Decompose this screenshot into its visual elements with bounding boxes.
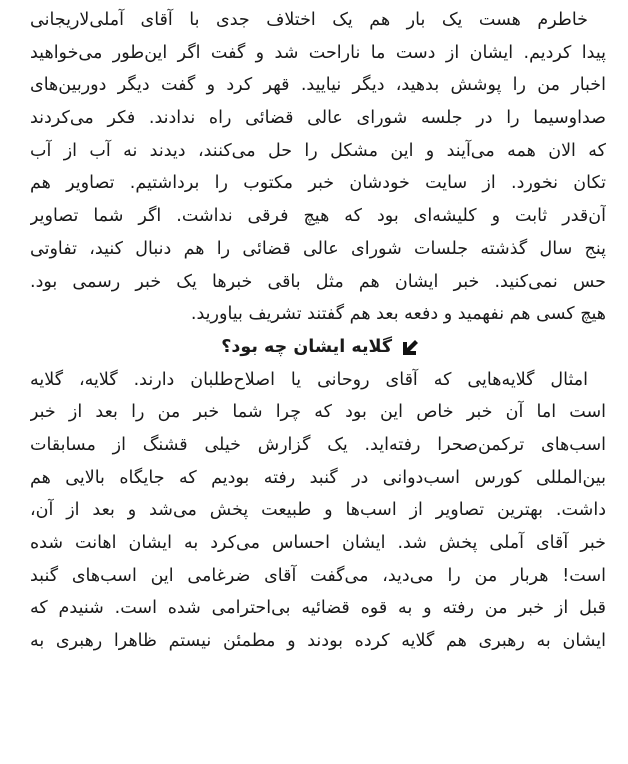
- arrow-down-left-icon: [400, 337, 420, 357]
- text-line: بین‌المللی کورس اسب‌دوانی در گنبد رفته بودیم که جایگاه بالایی هم: [30, 467, 606, 488]
- text-line: که الان همه می‌آیند و این مشکل را حل می‌کنند، دیدند نه آب از آب: [30, 140, 606, 161]
- text-line: قبل از خبر من رفته و به قوه قضائیه بی‌احترامی شده است. شنیدم که: [30, 598, 606, 619]
- article-text: [30, 4, 606, 658]
- paragraph-2: [30, 364, 606, 658]
- text-line: امثال گلایه‌هایی که آقای روحانی یا اصلاح‌طلبان دارند. گلایه، گلایه: [30, 369, 588, 390]
- text-line: پنج سال گذشته جلسات شورای عالی قضائی را هم دنبال کنید، تفاوتی: [30, 238, 606, 259]
- text-line: تکان نخورد. از سایت خودشان خبر مکتوب را برداشتیم. تصاویر هم: [30, 173, 606, 194]
- text-line: صداوسیما را در جلسه شورای عالی قضائی راه ندادند. فکر می‌کردند: [30, 108, 606, 129]
- text-line: است! هربار من را می‌دید، می‌گفت آقای ضرغامی این اسب‌های گنبد: [30, 565, 606, 586]
- text-line: ایشان به رهبری هم گلایه کرده بودند و مطمئن نیستم ظاهرا رهبری به: [30, 631, 606, 652]
- section-heading: [30, 331, 606, 364]
- text-line: حس نمی‌کنید. خبر ایشان هم مثل باقی خبرها یک خبر رسمی بود.: [30, 271, 606, 292]
- text-line: است اما آن خبر خاص این بود که چرا شما خبر من را بعد از خبر: [30, 402, 606, 423]
- text-line: آن‌قدر ثابت و کلیشه‌ای بود که هیچ فرقی نداشت. اگر شما تصاویر: [30, 206, 606, 227]
- text-line: هیچ کسی هم نفهمید و دفعه بعد هم گفتند تشریف بیاورید.: [190, 304, 606, 325]
- section-heading-text: گلایه ایشان چه بود؟: [221, 336, 392, 357]
- text-line: پیدا کردیم. ایشان از دست ما ناراحت شد و گفت اگر این‌طور می‌خواهید: [30, 42, 606, 63]
- text-line: خبر آقای آملی پخش شد. ایشان احساس می‌کرد به ایشان اهانت شده: [30, 533, 606, 553]
- paragraph-1: [30, 4, 606, 331]
- text-line: داشت. بهترین تصاویر از اسب‌ها و طبیعت پخش می‌شد و بعد از آن،: [30, 500, 606, 521]
- text-line: خاطرم هست یک بار هم یک اختلاف جدی با آقای آملی‌لاریجانی: [30, 10, 588, 30]
- text-line: اخبار من را پوشش بدهید، دیگر نیایید. قهر کرد و گفت دیگر دوربین‌های: [30, 75, 606, 96]
- text-line: اسب‌های ترکمن‌صحرا رفته‌اید. یک گزارش خیلی قشنگ از مسابقات: [30, 434, 606, 455]
